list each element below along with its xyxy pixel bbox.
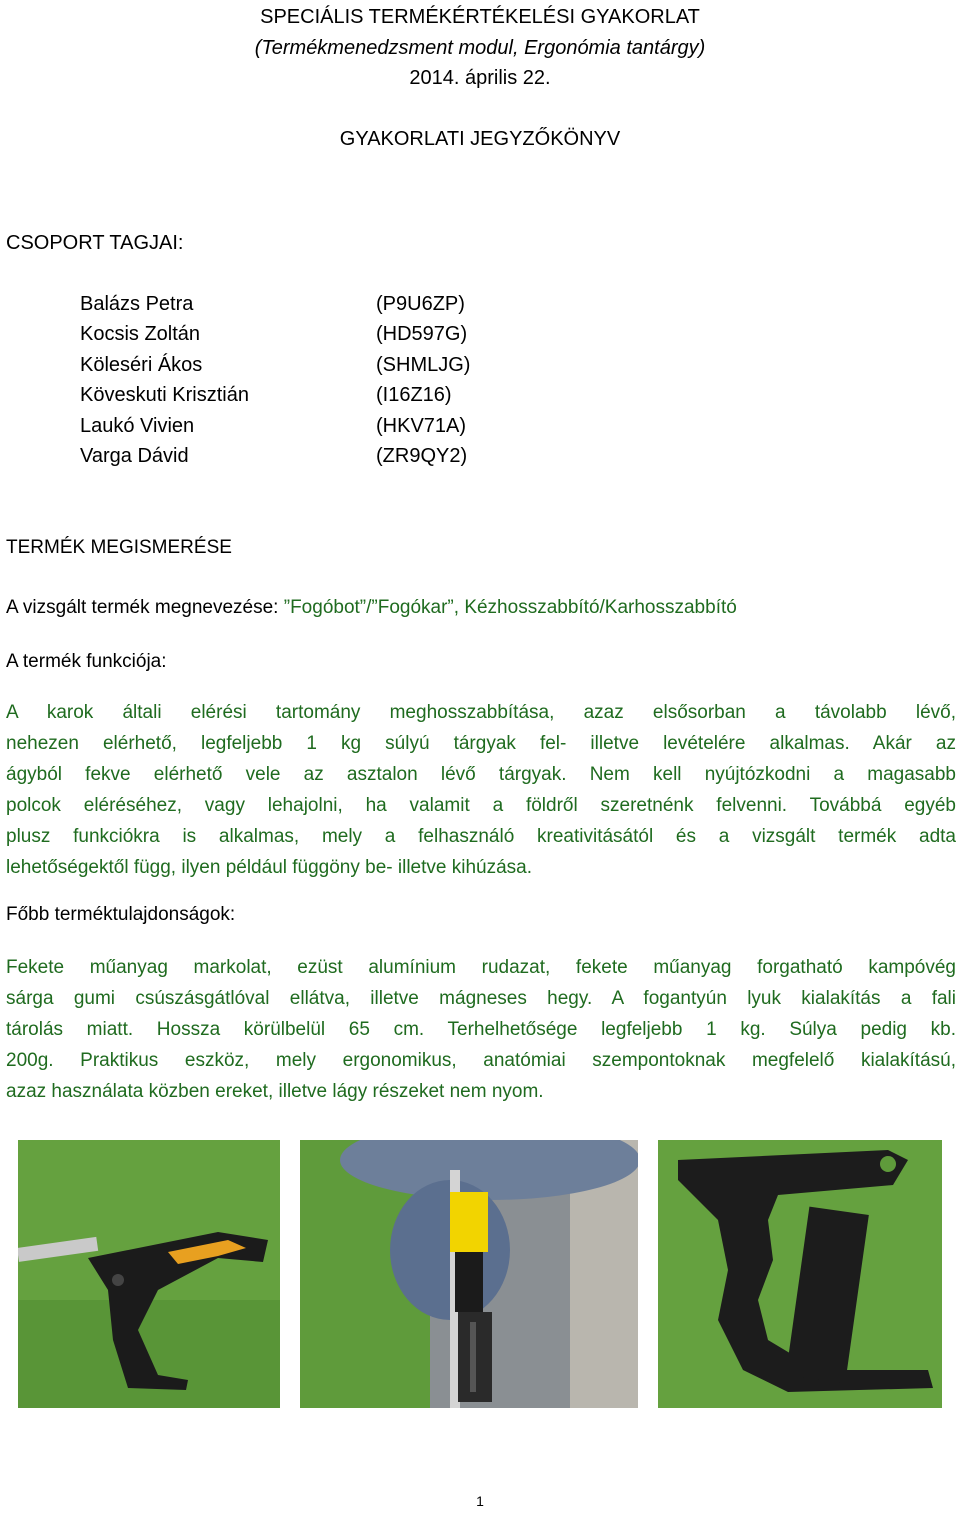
doc-title: GYAKORLATI JEGYZŐKÖNYV bbox=[339, 128, 621, 150]
page-number: 1 bbox=[476, 1493, 484, 1509]
features-line: Fekete műanyag markolat, ezüst alumínium rudazat, fekete műanyag forgatható kampóvég bbox=[6, 957, 956, 978]
member-code: (ZR9QY2) bbox=[376, 445, 468, 467]
member-code: (SHMLJG) bbox=[376, 354, 471, 376]
group-heading: CSOPORT TAGJAI: bbox=[6, 232, 184, 254]
member-name: Köleséri Ákos bbox=[80, 354, 203, 376]
features-line: 200g. Praktikus eszköz, mely ergonomikus, anatómiai szempontoknak megfelelő kialakítású, bbox=[6, 1050, 956, 1071]
product-photo-grip bbox=[658, 1140, 942, 1408]
features-line: azaz használata közben ereket, illetve lágy részeket nem nyom. bbox=[6, 1081, 544, 1102]
product-name-label: A vizsgált termék megnevezése: bbox=[6, 597, 284, 618]
features-line: tárolás miatt. Hossza körülbelül 65 cm. Terhelhetősége legfeljebb 1 kg. Súlya pedig kb. bbox=[6, 1019, 956, 1040]
product-name-line bbox=[6, 597, 737, 619]
function-line: ágyból fekve elérhető vele az asztalon lévő tárgyak. Nem kell nyújtózkodni a magasabb bbox=[6, 764, 956, 785]
member-code: (HD597G) bbox=[376, 323, 468, 345]
function-line: polcok eléréséhez, vagy lehajolni, ha valamit a földről szeretnénk felvenni. Továbbá egyéb bbox=[6, 795, 956, 816]
member-name: Balázs Petra bbox=[80, 293, 194, 315]
member-code: (HKV71A) bbox=[376, 415, 467, 437]
member-code: (I16Z16) bbox=[376, 384, 452, 406]
function-label: A termék funkciója: bbox=[6, 651, 167, 672]
features-line: sárga gumi csúszásgátlóval ellátva, illetve mágneses hegy. A fogantyún lyuk kialakítás a fali bbox=[6, 988, 956, 1009]
doc-header-date: 2014. április 22. bbox=[409, 67, 551, 89]
doc-header-subtitle: (Termékmenedzsment modul, Ergonómia tantárgy) bbox=[254, 37, 706, 59]
member-name: Köveskuti Krisztián bbox=[80, 384, 249, 406]
features-paragraph bbox=[6, 952, 956, 1107]
member-name: Kocsis Zoltán bbox=[80, 323, 201, 345]
member-name: Laukó Vivien bbox=[80, 415, 195, 437]
product-photo-hook bbox=[18, 1140, 280, 1408]
product-photo-tip bbox=[300, 1140, 638, 1408]
function-line: A karok általi elérési tartomány meghosszabbítása, azaz elsősorban a távolabb lévő, bbox=[6, 702, 956, 723]
doc-header-title: SPECIÁLIS TERMÉKÉRTÉKELÉSI GYAKORLAT bbox=[260, 6, 700, 28]
member-name: Varga Dávid bbox=[80, 445, 189, 467]
function-line: nehezen elérhető, legfeljebb 1 kg súlyú tárgyak fel- illetve levételére alkalmas. Akár az bbox=[6, 733, 956, 754]
section-heading: TERMÉK MEGISMERÉSE bbox=[6, 537, 232, 558]
product-name-value: ”Fogóbot”/”Fogókar”, Kézhosszabbító/Karhosszabbító bbox=[283, 597, 737, 618]
features-label: Főbb terméktulajdonságok: bbox=[6, 904, 236, 925]
function-paragraph bbox=[6, 697, 956, 883]
member-code: (P9U6ZP) bbox=[376, 293, 465, 315]
function-line: lehetőségektől függ, ilyen például függöny be- illetve kihúzása. bbox=[6, 857, 533, 878]
function-line: plusz funkciókra is alkalmas, mely a felhasználó kreativitásától és a vizsgált termék adta bbox=[6, 826, 956, 847]
